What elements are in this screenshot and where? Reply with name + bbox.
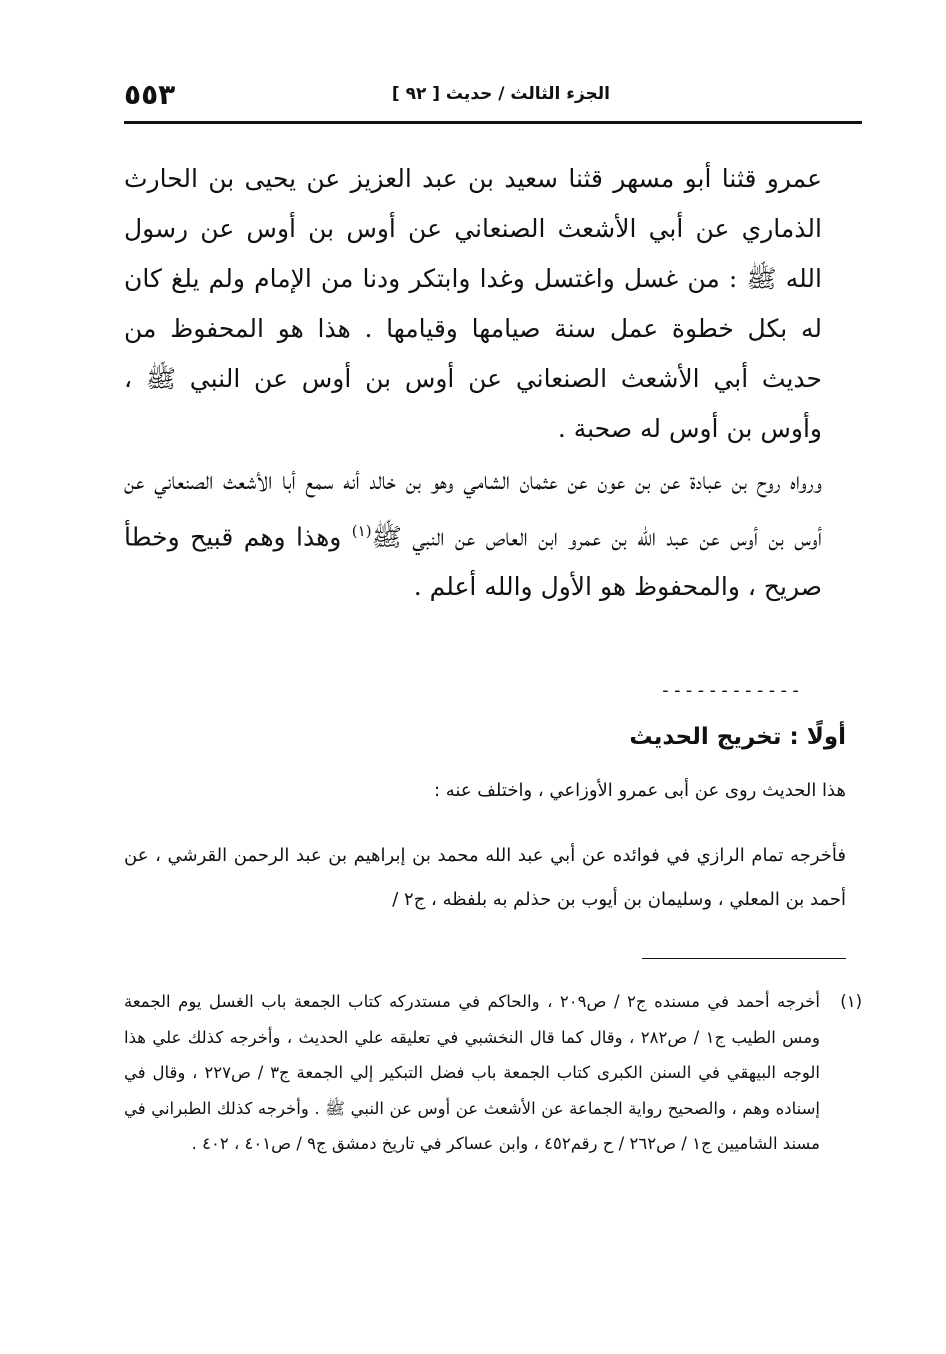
dashed-separator: ------------ <box>660 680 803 701</box>
paragraph-text: ورواه روح بن عبادة عن بن عون عن عثمان الشامي وهو بن خالد أنه سمع أبا الأشعث الصنعاني عن أوس بن أوس عن عبد الله بن عمرو ابن العاص عن النبي ﷺ <box>124 466 822 552</box>
body-paragraph-2 <box>124 456 822 612</box>
takhrij-paragraph: فأخرجه تمام الرازي في فوائده عن أبي عبد الله محمد بن إبراهيم بن عبد الرحمن القرشي ، عن أحمد بن المعلي ، وسليمان بن أيوب بن حذلم به بلفظه ، ج٢ / <box>124 845 846 910</box>
footnote <box>124 984 862 1162</box>
body-paragraph-1: عمرو قثنا أبو مسهر قثنا سعيد بن عبد العزيز عن يحيى بن الحارث الذماري عن أبي الأشعث الصنعاني عن أوس بن أوس عن رسول الله ﷺ : من غسل واغتسل وغدا وابتكر ودنا من الإمام ولم يلغ كان له بكل خطوة عمل سنة صيامها وقيامها . هذا هو المحفوظ من حديث أبي الأشعث الصنعاني عن أوس بن أوس عن النبي ﷺ ، وأوس بن أوس له صحبة . <box>124 164 822 443</box>
footnote-text <box>124 984 828 1162</box>
header-rule <box>124 121 862 124</box>
footnote-body: أخرجه أحمد في مسنده ج٢ / ص٢٠٩ ، والحاكم في مستدركه كتاب الجمعة باب الغسل يوم الجمعة ومس الطيب ج١ / ص٢٨٢ ، وقال كما قال النخشبي في تعليقه علي الحديث ، وأخرجه كذلك علي هذا الوجه البيهقي في السنن الكبرى كتاب الجمعة باب فضل التبكير إلي الجمعة ج٣ / ص٢٢٧ ، وقال في إسناده وهم ، والصحيح رواية الجماعة عن الأشعث عن أوس عن النبي ﷺ . وأخرجه كذلك الطبراني في مسند الشاميين ج١ / ص٢٦٢ / ح رقم٤٥٢ ، وابن عساكر في تاريخ دمشق ج٩ / ص٤٠١ ، ٤٠٢ . <box>124 992 821 1153</box>
page-number: ٥٥٣ <box>124 78 176 111</box>
footnote-rule <box>642 958 846 959</box>
paragraph-text: وهذا وهم قبيح وخطأ صريح ، والمحفوظ هو الأول والله أعلم . <box>124 522 822 602</box>
section-heading: أولًا : تخريج الحديث <box>629 724 846 750</box>
footnote-reference: (١) <box>351 522 372 540</box>
running-title: الجزء الثالث / حديث [ ٩٢ ] <box>391 84 610 104</box>
section-intro: هذا الحديث روى عن أبى عمرو الأوزاعي ، واختلف عنه : <box>433 780 846 801</box>
footnote-marker: (١) <box>840 992 862 1011</box>
